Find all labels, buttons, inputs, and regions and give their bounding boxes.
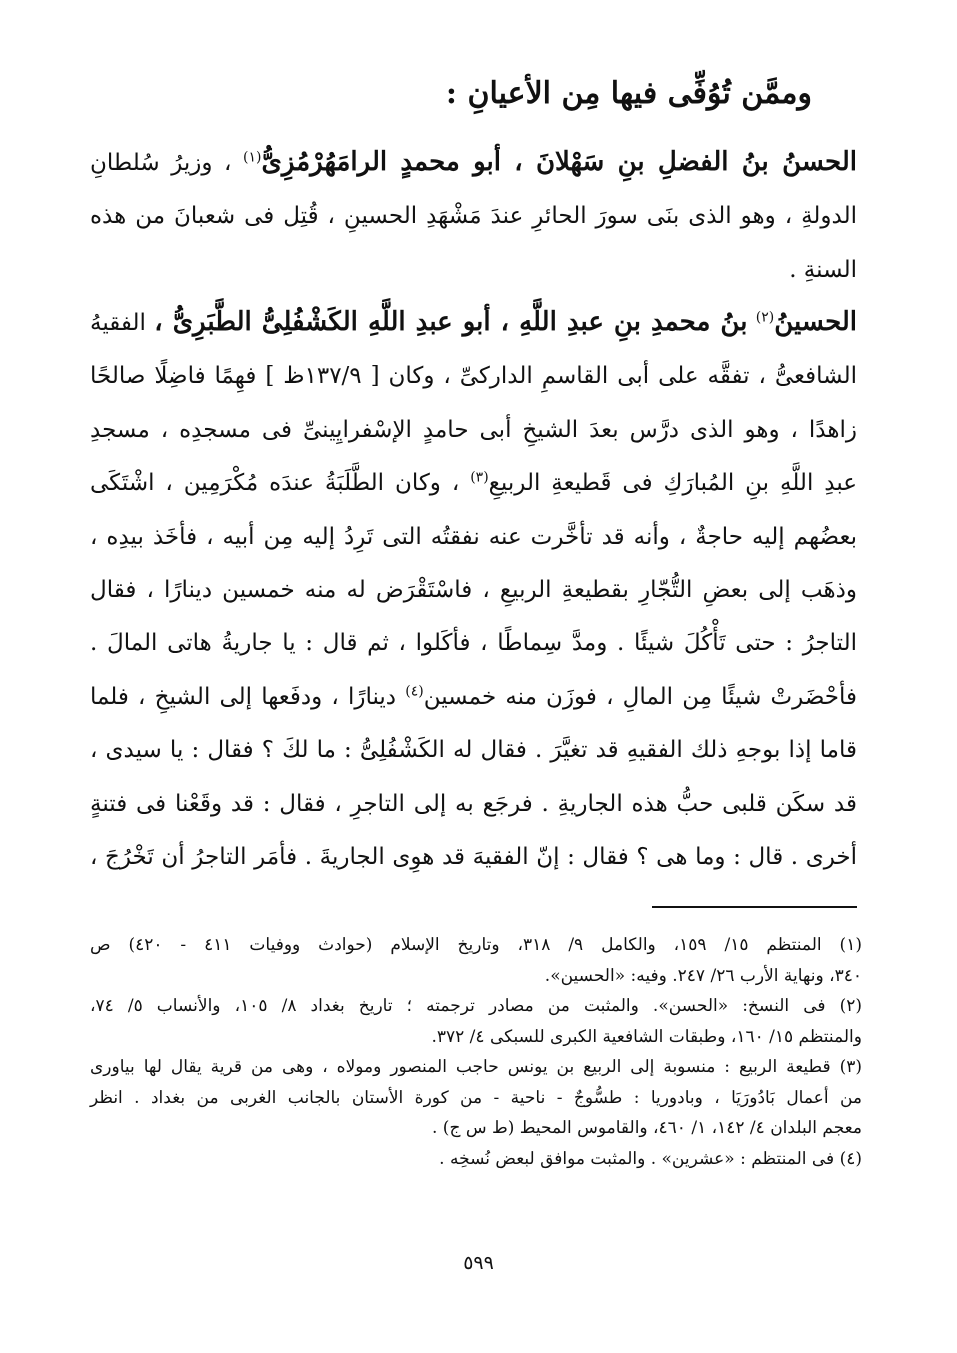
entry-line: زاهدًا ، وهو الذى درَّس بعدَ الشيخِ أبى حامدٍ الإسْفرايِينىِّ فى مسجدِه ، مسجدِ — [90, 416, 857, 443]
footnote-ref: (٤) — [405, 683, 424, 700]
footnote-line: من أعمال بَادُورَيَا ، وبادوريا : طسُّوجٌ - ناحية - من كورة الأستان بالجانب الغربى من بغداد . انظر — [90, 1087, 862, 1108]
entry-line — [90, 671, 857, 724]
entry-line: الشافعىُّ ، تفقَّه على أبى القاسمِ الداركىِّ ، وكان [ ١٣٧/٩ظ ] فهِمًا فاضِلًا صالحًا — [90, 363, 857, 390]
footnote-line: والمنتظم ١٥/ ١٦٠، وطبقات الشافعية الكبرى للسبكى ٤/ ٣٧٢. — [431, 1026, 862, 1047]
footnote-line: معجم البلدان ٤/ ١٤٢، ١/ ٤٦٠، والقاموس المحيط (ط س ج) . — [432, 1118, 862, 1138]
entry-text: عبدِ اللَّهِ بنِ المُبارَكِ فى قَطيعةِ الربيعِ — [488, 470, 857, 497]
footnote-line: ٣٤٠، ونهاية الأرب ٢٦/ ٢٤٧. وفيه: «الحسين». — [544, 965, 862, 986]
entry-line — [90, 136, 857, 190]
section-heading: وممَّن تُوُفِّى فيها مِن الأعيانِ : — [445, 76, 812, 111]
person-name: الحسنُ بنُ الفضلِ بنِ سَهْلانَ ، أبو محمدٍ الرامَهُرْمُزِىُّ — [261, 147, 857, 177]
footnotes — [90, 930, 862, 1174]
entry-line: السنةِ . — [789, 256, 857, 283]
entry-text: ، وزيرُ سُلطانِ — [90, 150, 232, 176]
entry-text: دينارًا ، ودفَعها إلى الشيخِ ، فلما — [90, 683, 397, 710]
entry-text: ، وكان الطَّلَبَةُ عندَه مُكْرَمِين ، اشْتَكَى — [90, 470, 460, 497]
biography-entry-husayn — [90, 296, 857, 884]
entry-line: الدولةِ ، وهو الذى بنَى سورَ الحائرِ عندَ مَشْهَدِ الحسينِ ، قُتِل فى شعبانَ من هذه — [90, 203, 857, 230]
entry-line: قد سكَن قلبى حبُّ هذه الجاريةِ . فرجَع به إلى التاجرِ ، فقال : قد وقَعْنا فى فتنةٍ — [90, 790, 857, 817]
person-name-first: الحسينُ — [774, 307, 858, 337]
footnote-line: (٢) فى النسخ: «الحسن». والمثبت من مصادر ترجمته ؛ تاريخ بغداد ٨/ ١٠٥، والأنساب ٥/ ٧٤، — [90, 996, 862, 1016]
entry-text: فأحْضَرتْ شيئًا مِن المالِ ، فوزَن منه خمسين — [423, 683, 857, 710]
footnote-ref: (٢) — [755, 309, 775, 326]
entry-line: التاجرُ : حتى تَأْكُلَ شيئًا . ومدَّ سِماطًا ، فأكَلوا ، ثم قال : يا جاريةُ هاتى المالَ . — [90, 630, 857, 657]
footnote-ref: (١) — [243, 149, 262, 166]
footnote-line: (٤) فى المنتظم : «عشرين» . والمثبت موافق لبعض نُسخِه . — [439, 1148, 862, 1169]
entry-line: أخرى . قال : وما هى ؟ فقال : إنّ الفقيهَ قد هوِى الجاريةَ . فأمَر التاجرُ أن تَخْرُجَ ، — [90, 844, 857, 871]
entry-line: بعضُهم إليه حاجةٌ ، وأنه قد تأخَّرت عنه نفقتُه التى تَرِدُ إليه مِن أبيه ، فأخَذ بيدِه ، — [90, 523, 857, 550]
footnote-ref: (٣) — [470, 469, 489, 486]
entry-line — [90, 296, 857, 350]
footnote-divider — [652, 906, 857, 908]
entry-line: وذهَب إلى بعضِ التُّجّارِ بقطيعةِ الربيعِ ، فاسْتَقْرَض له منه خمسين دينارًا ، فقال — [90, 577, 857, 604]
person-name-rest: بنُ محمدِ بنِ عبدِ اللَّهِ ، أبو عبدِ اللَّهِ الكَشْفُلِىُّ الطَّبَرِىُّ ، — [154, 307, 748, 337]
page-number: ٥٩٩ — [463, 1252, 494, 1274]
footnote-line: (١) المنتظم ١٥/ ١٥٩، والكامل ٩/ ٣١٨، وتاريخ الإسلام (حوادث ووفيات ٤١١ - ٤٢٠) ص — [90, 935, 862, 955]
entry-text: الفقيهُ — [90, 310, 146, 336]
biography-entry-hasan — [90, 136, 857, 297]
entry-line: قاما إذا بوجهِ ذلك الفقيهِ قد تغيَّرَ . فقال له الكَشْفُلِىُّ : ما لكَ ؟ فقال : يا سيدى ، — [90, 737, 857, 764]
footnote-line: (٣) قطيعة الربيع : منسوبة إلى الربيع بن يونس حاجب المنصور ومولاه ، وهى من قرية يقال لها بياورى — [90, 1057, 862, 1077]
entry-line — [90, 457, 857, 510]
